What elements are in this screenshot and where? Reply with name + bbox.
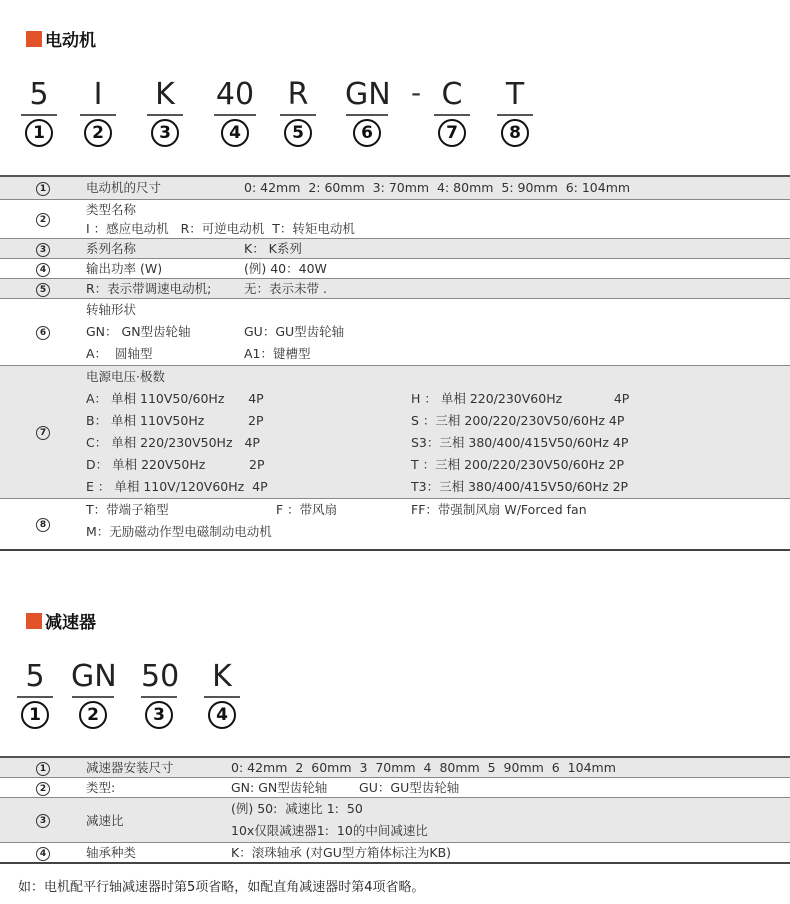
- circled-number: 8: [501, 119, 529, 147]
- row-value: (例) 40：40W: [244, 261, 327, 276]
- row-label: 电源电压·极数: [86, 369, 165, 384]
- code-underline: [497, 114, 533, 116]
- circled-number: 4: [221, 119, 249, 147]
- row-number: 3: [36, 243, 50, 257]
- table-row: [0, 798, 790, 843]
- code-value: K: [212, 659, 232, 694]
- code-value: 50: [141, 659, 180, 694]
- voltage-option: D： 单相 220V50Hz 2P: [86, 457, 265, 472]
- row-number: 2: [36, 213, 50, 227]
- motor-model-code: [0, 78, 790, 158]
- code-part-6: [345, 78, 389, 147]
- circled-number: 5: [284, 119, 312, 147]
- row-value: A1：键槽型: [244, 346, 311, 361]
- motor-spec-table: [0, 175, 790, 551]
- code-underline: [72, 696, 114, 698]
- row-number: 4: [36, 847, 50, 861]
- reducer-spec-table: [0, 756, 790, 864]
- accent-square-icon: [26, 31, 42, 47]
- circled-number: 1: [21, 701, 49, 729]
- table-row: [0, 176, 790, 200]
- code-underline: [204, 696, 240, 698]
- row-label: 输出功率 (W): [86, 261, 163, 276]
- row-value: F ：带风扇: [276, 502, 338, 517]
- row-value: 10x仅限减速器1: 10的中间减速比: [231, 823, 428, 838]
- voltage-option: T3：三相 380/400/415V50/60Hz 2P: [411, 479, 629, 494]
- row-number: 4: [36, 263, 50, 277]
- motor-section-title: [26, 26, 96, 51]
- voltage-option: C： 单相 220/230V50Hz 4P: [86, 435, 260, 450]
- reducer-section-title: [26, 608, 96, 633]
- code-part-8: [497, 78, 533, 147]
- code-part-3: [141, 659, 180, 729]
- code-dash: -: [411, 76, 422, 109]
- row-label: 系列名称: [86, 241, 137, 256]
- circled-number: 3: [151, 119, 179, 147]
- code-part-4: [204, 660, 240, 729]
- code-underline: [21, 114, 57, 116]
- footer-note: 如：电机配平行轴减速器时第5项省略，如配直角减速器时第4项省略。: [18, 880, 425, 895]
- row-value: T：带端子箱型: [86, 502, 169, 517]
- code-part-2: [71, 660, 115, 729]
- table-row: [0, 366, 790, 499]
- code-underline: [280, 114, 316, 116]
- code-value: GN: [71, 659, 117, 694]
- code-underline: [141, 696, 177, 698]
- row-number: 6: [36, 326, 50, 340]
- voltage-option: T ：三相 200/220/230V50/60Hz 2P: [411, 457, 625, 472]
- row-value: K： K系列: [244, 241, 302, 256]
- row-label: 转轴形状: [86, 302, 137, 317]
- code-underline: [17, 696, 53, 698]
- circled-number: 2: [84, 119, 112, 147]
- row-number: 8: [36, 518, 50, 532]
- circled-number: 3: [145, 701, 173, 729]
- row-label: R：表示带调速电动机;: [86, 281, 212, 296]
- row-number: 1: [36, 762, 50, 776]
- reducer-title-text: 减速器: [45, 613, 96, 633]
- circled-number: 4: [208, 701, 236, 729]
- code-underline: [346, 114, 388, 116]
- row-value: 0: 42mm 2: 60mm 3: 70mm 4: 80mm 5: 90mm 6: 104mm: [244, 180, 631, 195]
- row-number: 5: [36, 283, 50, 297]
- row-label: 类型名称: [86, 202, 137, 217]
- table-row: [0, 757, 790, 778]
- row-value: 0: 42mm 2 60mm 3 70mm 4 80mm 5 90mm 6 104mm: [231, 760, 616, 775]
- code-part-1: [20, 78, 58, 147]
- motor-title-text: 电动机: [45, 31, 96, 51]
- voltage-option: E ： 单相 110V/120V60Hz 4P: [86, 479, 268, 494]
- row-value: (例) 50: 减速比 1: 50: [231, 801, 363, 816]
- code-part-5: [280, 78, 316, 147]
- row-number: 1: [36, 182, 50, 196]
- code-underline: [214, 114, 256, 116]
- row-value: GN： GN型齿轮轴: [86, 324, 191, 339]
- code-value: I: [93, 77, 103, 112]
- reducer-model-code: [0, 660, 790, 740]
- row-value: 无：表示未带 .: [244, 281, 327, 296]
- code-value: C: [441, 77, 463, 112]
- voltage-option: H ： 单相 220/230V60Hz 4P: [411, 391, 630, 406]
- row-value: K：滚珠轴承 (对GU型方箱体标注为KB): [231, 845, 452, 860]
- code-value: 5: [29, 77, 49, 112]
- voltage-option: S3：三相 380/400/415V50/60Hz 4P: [411, 435, 629, 450]
- code-value: T: [505, 77, 525, 112]
- table-row: [0, 778, 790, 798]
- row-value: A： 圆轴型: [86, 346, 153, 361]
- code-underline: [147, 114, 183, 116]
- row-value: I ：感应电动机 R：可逆电动机 T：转矩电动机: [86, 221, 355, 236]
- code-value: K: [155, 77, 175, 112]
- table-row: [0, 299, 790, 366]
- row-value: M：无励磁动作型电磁制动电动机: [86, 524, 272, 539]
- circled-number: 6: [353, 119, 381, 147]
- code-part-4: [213, 78, 257, 147]
- code-underline: [434, 114, 470, 116]
- table-row: [0, 200, 790, 239]
- row-number: 7: [36, 426, 50, 440]
- row-label: 类型:: [86, 780, 116, 795]
- table-row: [0, 279, 790, 299]
- voltage-option: B： 单相 110V50Hz 2P: [86, 413, 264, 428]
- circled-number: 1: [25, 119, 53, 147]
- row-value: GN: GN型齿轮轴 GU：GU型齿轮轴: [231, 780, 460, 795]
- code-value: R: [287, 77, 309, 112]
- voltage-option: S ：三相 200/220/230V50/60Hz 4P: [411, 413, 625, 428]
- code-part-3: [147, 78, 183, 147]
- code-part-1: [16, 660, 54, 729]
- row-label: 减速比: [86, 812, 124, 828]
- code-part-2: [80, 78, 116, 147]
- accent-square-icon: [26, 613, 42, 629]
- code-value: 5: [25, 659, 45, 694]
- table-row: [0, 259, 790, 279]
- code-value: GN: [345, 77, 391, 112]
- row-number: 3: [36, 814, 50, 828]
- table-row: [0, 499, 790, 551]
- row-label: 轴承种类: [86, 845, 137, 860]
- row-label: 减速器安装尺寸: [86, 760, 174, 775]
- code-underline: [80, 114, 116, 116]
- row-value: FF：带强制风扇 W/Forced fan: [411, 502, 587, 517]
- row-value: GU：GU型齿轮轴: [244, 324, 345, 339]
- table-row: [0, 843, 790, 864]
- row-label: 电动机的尺寸: [86, 180, 162, 195]
- row-number: 2: [36, 782, 50, 796]
- code-part-7: [434, 78, 470, 147]
- table-row: [0, 239, 790, 259]
- circled-number: 2: [79, 701, 107, 729]
- voltage-option: A： 单相 110V50/60Hz 4P: [86, 391, 264, 406]
- code-value: 40: [215, 77, 255, 112]
- circled-number: 7: [438, 119, 466, 147]
